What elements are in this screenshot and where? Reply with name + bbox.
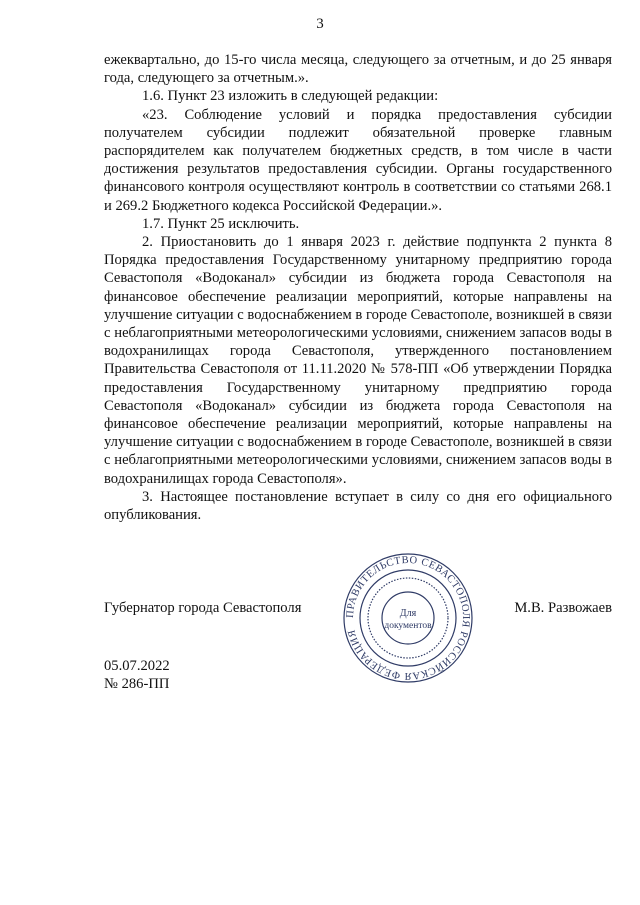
document-date: 05.07.2022: [104, 658, 170, 674]
paragraph-item-1-7: 1.7. Пункт 25 исключить.: [142, 215, 300, 232]
seal-center-line-1: Для: [399, 608, 417, 619]
paragraph-item-23-quote: «23. Соблюдение условий и порядка предоставления субсидии получателем субсидии подлежит обязательной проверке главным распорядителем как получателем бюджетных средств, в том числе в части достижения результатов предоставления субсидии. Органы государственного финансового контроля осуществляют контроль в соответствии со статьями 268.1 и 269.2 Бюджетного кодекса Российской Федерации.».: [104, 106, 612, 214]
body-text: [104, 51, 612, 524]
paragraph-item-3: 3. Настоящее постановление вступает в силу со дня его официального опубликования.: [104, 488, 612, 524]
signatory-title: Губернатор города Севастополя: [104, 600, 302, 616]
document-number: № 286-ПП: [104, 676, 170, 693]
document-meta: [104, 657, 170, 693]
page-number: 3: [316, 16, 324, 32]
paragraph-continuation: ежеквартально, до 15-го числа месяца, следующего за отчетным, и до 25 января года, следующего за отчетным.».: [104, 52, 612, 87]
seal-center-line-2: документов: [384, 621, 432, 631]
paragraph-item-1-6: 1.6. Пункт 23 изложить в следующей редакции:: [142, 88, 439, 105]
signatory-name: М.В. Развожаев: [514, 600, 612, 616]
paragraph-item-2: 2. Приостановить до 1 января 2023 г. действие подпункта 2 пункта 8 Порядка предоставления Государственному унитарному предприятию города Севастополя «Водоканал» субсидии из бюджета города Севастополя на финансовое обеспечение реализации мероприятий, которые направлены на улучшение ситуации с водоснабжением в городе Севастополе, возникшей в связи с неблагоприятными метеорологическими условиями, снижением запасов воды в водохранилищах города Севастополя, утвержденного постановлением Правительства Севастополя от 11.11.2020 № 578-ПП «Об утверждении Порядка предоставления Государственному унитарному предприятию города Севастополя «Водоканал» субсидии из бюджета города Севастополя на финансовое обеспечение реализации мероприятий, которые направлены на улучшение ситуации с водоснабжением в городе Севастополе, возникшей в связи с неблагоприятными метеорологическими условиями, снижением запасов воды в водохранилищах города Севастополя».: [104, 234, 612, 487]
official-seal-stamp: [340, 550, 476, 686]
seal-outer-text: ПРАВИТЕЛЬСТВО СЕВАСТОПОЛЯ РОССИЙСКАЯ ФЕДЕРАЦИЯ: [344, 554, 472, 682]
